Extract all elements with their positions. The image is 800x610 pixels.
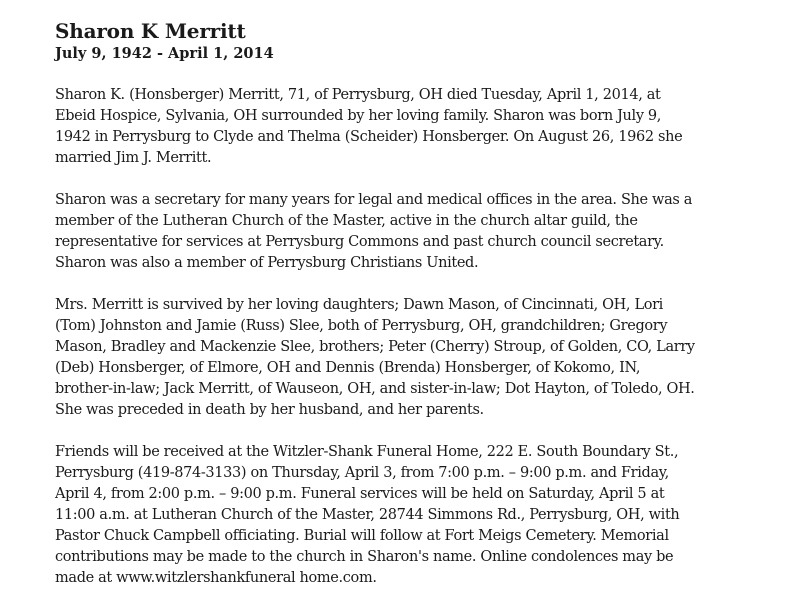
paragraph-survivors	[55, 295, 745, 421]
text-line: (Deb) Honsberger, of Elmore, OH and Dennis (Brenda) Honsberger, of Kokomo, IN,	[55, 360, 641, 376]
text-line: She was preceded in death by her husband, and her parents.	[55, 402, 484, 418]
paragraph-services	[55, 442, 745, 589]
text-line: brother-in-law; Jack Merritt, of Wauseon, OH, and sister-in-law; Dot Hayton, of Toledo, OH.	[55, 381, 695, 397]
text-line: Sharon was a secretary for many years for legal and medical offices in the area. She was a	[55, 192, 693, 208]
obituary-document	[55, 18, 745, 610]
text-line: made at www.witzlershankfuneral home.com.	[55, 570, 377, 586]
text-line: member of the Lutheran Church of the Master, active in the church altar guild, the	[55, 213, 638, 229]
text-line: contributions may be made to the church in Sharon's name. Online condolences may be	[55, 549, 674, 565]
text-line: Sharon K. (Honsberger) Merritt, 71, of Perrysburg, OH died Tuesday, April 1, 2014, at	[55, 87, 661, 103]
text-line: Friends will be received at the Witzler-Shank Funeral Home, 222 E. South Boundary St.,	[55, 444, 679, 460]
text-line: Ebeid Hospice, Sylvania, OH surrounded by her loving family. Sharon was born July 9,	[55, 108, 662, 124]
life-dates: July 9, 1942 - April 1, 2014	[55, 45, 274, 62]
paragraph-career	[55, 190, 745, 274]
text-line: married Jim J. Merritt.	[55, 150, 212, 166]
text-line: representative for services at Perrysburg Commons and past church council secretary.	[55, 234, 664, 250]
text-line: Mrs. Merritt is survived by her loving daughters; Dawn Mason, of Cincinnati, OH, Lori	[55, 297, 663, 313]
text-line: Sharon was also a member of Perrysburg Christians United.	[55, 255, 479, 271]
obituary-title: Sharon K Merritt	[55, 19, 246, 43]
text-line: Pastor Chuck Campbell officiating. Burial will follow at Fort Meigs Cemetery. Memorial	[55, 528, 669, 544]
text-line: April 4, from 2:00 p.m. – 9:00 p.m. Funeral services will be held on Saturday, April 5 at	[55, 486, 665, 502]
text-line: Mason, Bradley and Mackenzie Slee, brothers; Peter (Cherry) Stroup, of Golden, CO, Larry	[55, 339, 695, 355]
paragraph-biography	[55, 85, 745, 169]
text-line: Perrysburg (419-874-3133) on Thursday, April 3, from 7:00 p.m. – 9:00 p.m. and Friday,	[55, 465, 669, 481]
text-line: 1942 in Perrysburg to Clyde and Thelma (Scheider) Honsberger. On August 26, 1962 she	[55, 129, 683, 145]
text-line: (Tom) Johnston and Jamie (Russ) Slee, both of Perrysburg, OH, grandchildren; Gregory	[55, 318, 668, 334]
text-line: 11:00 a.m. at Lutheran Church of the Master, 28744 Simmons Rd., Perrysburg, OH, with	[55, 507, 680, 523]
